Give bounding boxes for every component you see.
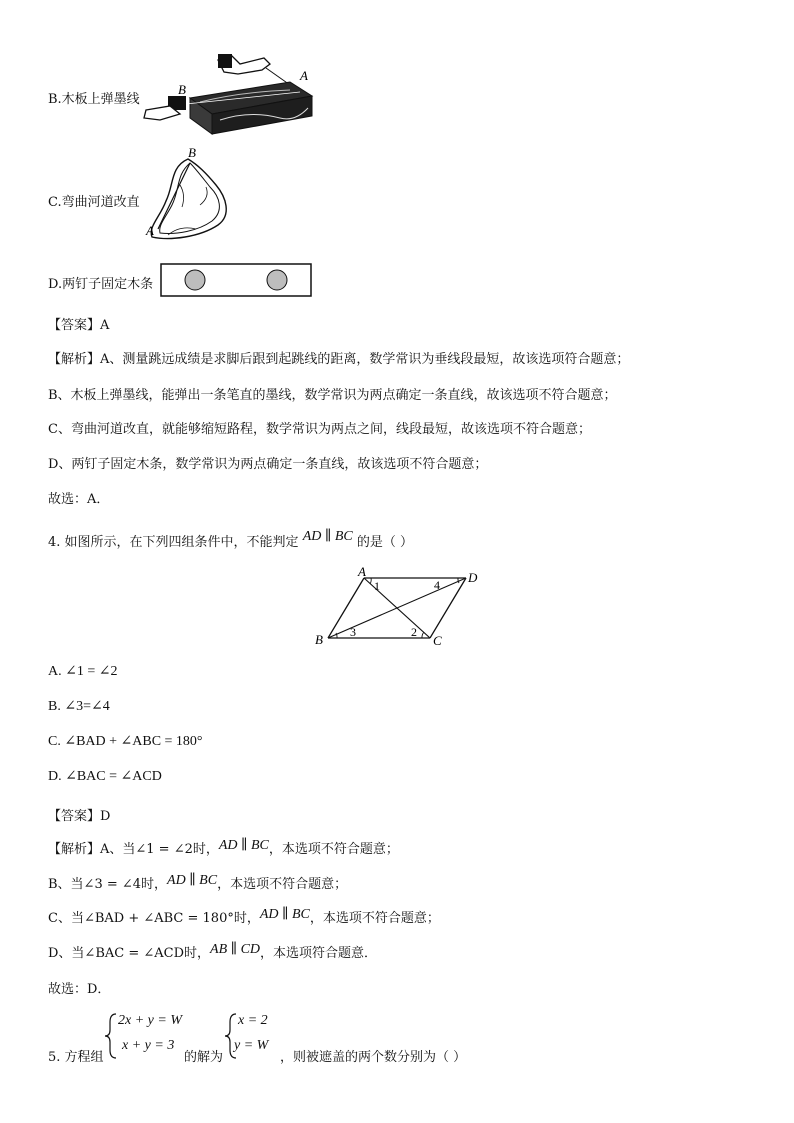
- q3-analysis-d: D、两钉子固定木条，数学常识为两点确定一条直线，故该选项不符合题意；: [48, 457, 488, 472]
- q3-analysis-c: C、弯曲河道改直，就能够缩短路程，数学常识为两点之间，线段最短，故该选项不符合题意；: [48, 422, 591, 437]
- option-d-text: D.两钉子固定木条: [48, 277, 154, 292]
- q4-stem-math: AD ∥ BC: [302, 529, 353, 544]
- q5-eq1: 2x + y = W: [118, 1013, 182, 1028]
- vertex-c-label: C: [433, 633, 442, 648]
- q4-analysis-b: [48, 873, 347, 893]
- q3-analysis-b: B、木板上弹墨线，能弹出一条笔直的墨线，数学常识为两点确定一条直线，故该选项不符合题意；: [48, 388, 617, 403]
- angle-2-label: 2: [411, 625, 417, 639]
- parallelogram-figure: [310, 560, 490, 652]
- q3-analysis-a: 【解析】A、测量跳远成绩是求脚后跟到起跳线的距离，数学常识为垂线段最短，故该选项符合题意；: [48, 352, 630, 367]
- q3-choice: 故选：A．: [48, 492, 110, 507]
- figure-label-a: A: [146, 223, 154, 238]
- q4-option-c: C. ∠BAD + ∠ABC = 180°: [48, 734, 203, 749]
- q5-eq2: x + y = 3: [122, 1038, 175, 1053]
- q5-sol1: x = 2: [238, 1013, 268, 1028]
- q4-option-a: A. ∠1 = ∠2: [48, 664, 118, 679]
- q4-stem-prefix: 4. 如图所示，在下列四组条件中，不能判定: [48, 535, 299, 550]
- ink-line-board-figure: [140, 48, 320, 140]
- q5-mid: 的解为: [184, 1050, 224, 1065]
- angle-4-label: 4: [434, 578, 440, 592]
- q5-left-brace: [104, 1012, 118, 1060]
- q4-option-b: B. ∠3=∠4: [48, 699, 110, 714]
- q4-stem-suffix: 的是（ ）: [356, 535, 413, 550]
- analysis-text: ，本选项不符合题意；: [309, 911, 440, 926]
- q4-analysis-a: [48, 838, 399, 858]
- q4-analysis-c: [48, 907, 440, 927]
- analysis-math: AD ∥ BC: [167, 873, 218, 888]
- q4-analysis-d: [48, 942, 377, 962]
- vertex-a-label: A: [358, 564, 366, 579]
- vertex-d-label: D: [468, 570, 478, 585]
- q4-option-d: D. ∠BAC = ∠ACD: [48, 769, 162, 784]
- figure-label-b: B: [188, 145, 196, 160]
- option-b-text: B.木板上弹墨线: [48, 92, 140, 107]
- analysis-math: AD ∥ BC: [259, 907, 310, 922]
- figure-label-a: A: [300, 68, 308, 83]
- q4-answer: 【答案】D: [48, 809, 111, 824]
- analysis-text: ，本选项不符合题意；: [217, 877, 348, 892]
- nails-strip-figure: [160, 263, 314, 299]
- angle-1-label: 1: [374, 579, 380, 593]
- analysis-text: B、当∠3 = ∠4时，: [48, 877, 168, 892]
- q5-sol2: y = W: [234, 1038, 269, 1053]
- analysis-math: AD ∥ BC: [218, 838, 269, 853]
- q3-answer: 【答案】A: [48, 318, 110, 333]
- figure-label-b: B: [178, 82, 186, 97]
- analysis-text: ，本选项不符合题意；: [268, 842, 399, 857]
- analysis-text: 【解析】A、当∠1 = ∠2时，: [48, 842, 219, 857]
- option-c-text: C.弯曲河道改直: [48, 195, 140, 210]
- q5-prefix: 5. 方程组: [48, 1050, 104, 1065]
- analysis-text: D、当∠BAC = ∠ACD时，: [48, 946, 211, 961]
- analysis-math: AB ∥ CD: [210, 942, 261, 957]
- q4-choice: 故选：D．: [48, 982, 111, 997]
- river-straighten-figure: [140, 145, 240, 255]
- angle-3-label: 3: [350, 625, 356, 639]
- analysis-text: ，本选项符合题意．: [260, 946, 378, 961]
- q5-suffix: ，则被遮盖的两个数分别为（ ）: [280, 1050, 467, 1065]
- analysis-text: C、当∠BAD + ∠ABC = 180°时，: [48, 911, 260, 926]
- vertex-b-label: B: [315, 632, 323, 647]
- q4-stem: [48, 531, 413, 551]
